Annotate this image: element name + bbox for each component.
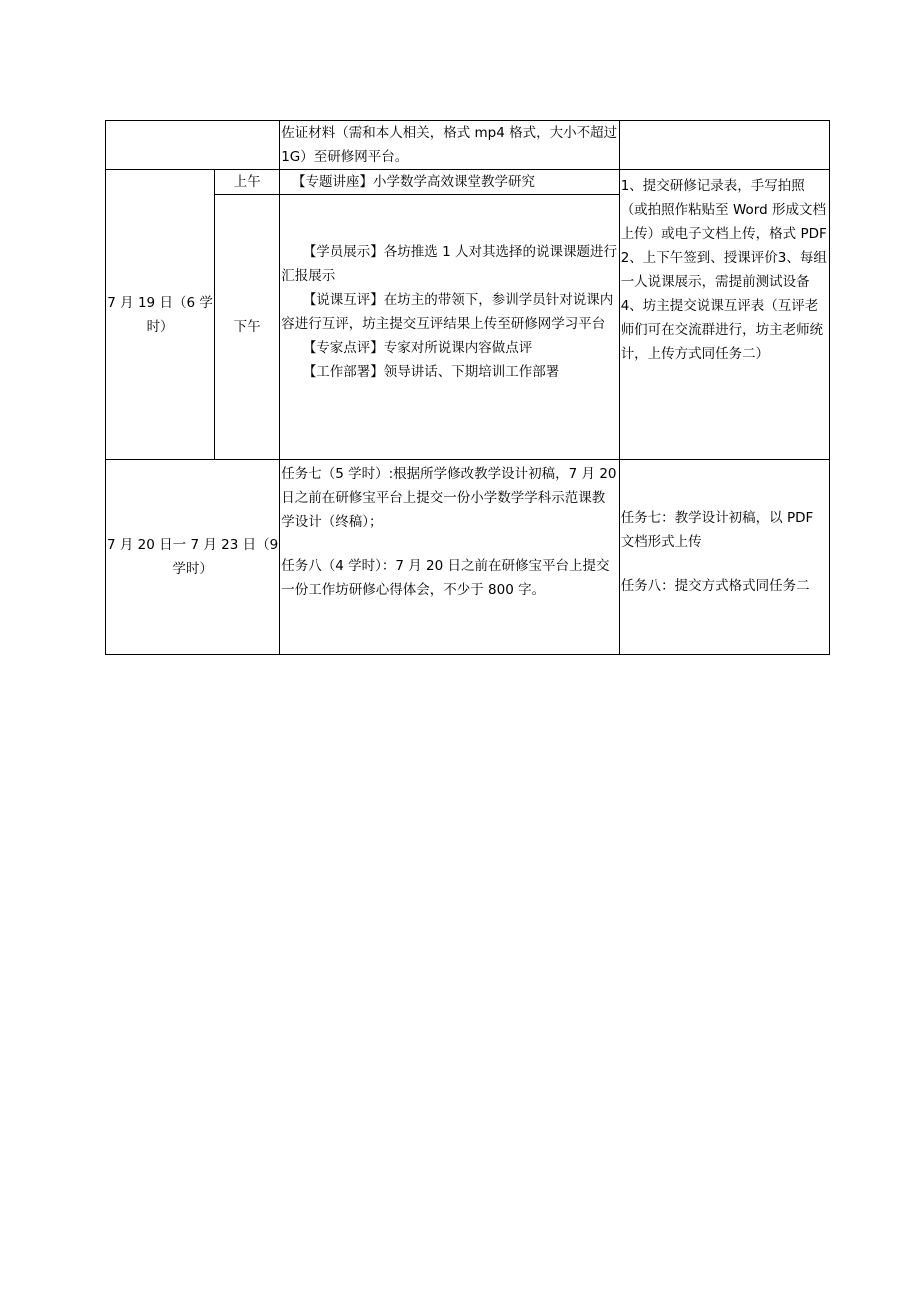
requirement-eight: 任务八：提交方式格式同任务二 — [620, 578, 810, 594]
pm-item-peer-review: 【说课互评】在坊主的带领下，参训学员针对说课内容进行互评，坊主提交互评结果上传至研修网学习平台 — [281, 292, 614, 332]
pm-item-showcase: 【学员展示】各坊推选 1 人对其选择的说课课题进行汇报展示 — [281, 244, 617, 284]
prev-content: 佐证材料（需和本人相关，格式 mp4 格式，大小不超过 1G）至研修网平台。 — [281, 125, 618, 165]
date-cell-0720 — [106, 460, 280, 655]
date-0719: 7 月 19 日（6 学时） — [107, 294, 213, 335]
pm-item-expert-review: 【专家点评】专家对所说课内容做点评 — [302, 340, 533, 356]
period-cell-am — [215, 170, 280, 195]
am-content: 【专题讲座】小学数学高效课堂教学研究 — [292, 174, 536, 190]
prev-content-cell — [280, 121, 619, 170]
table-row-prev — [106, 121, 830, 170]
schedule-table — [105, 120, 830, 655]
task-seven: 任务七（5 学时）:根据所学修改教学设计初稿，7 月 20 日之前在研修宝平台上提交一份小学数学学科示范课教学设计（终稿）； — [281, 466, 617, 530]
task-eight: 任务八（4 学时）：7 月 20 日之前在研修宝平台上提交一份工作坊研修心得体会，不少于 800 字。 — [281, 558, 610, 598]
period-am-label: 上午 — [233, 174, 261, 190]
period-pm-label: 下午 — [233, 319, 261, 335]
requirements-cell-0720 — [619, 460, 829, 655]
requirements-cell-0719 — [619, 170, 829, 460]
task-gap — [281, 534, 617, 554]
requirement-gap — [621, 554, 828, 574]
date-cell-0719 — [106, 170, 215, 460]
pm-item-work-plan: 【工作部署】领导讲话、下期培训工作部署 — [302, 364, 560, 380]
requirement-seven: 任务七：教学设计初稿，以 PDF 文档形式上传 — [620, 510, 814, 550]
prev-requirements-cell — [619, 121, 829, 170]
table-row-0719-am — [106, 170, 830, 195]
pm-content-cell — [280, 195, 619, 460]
requirements-0719: 1、提交研修记录表，手写拍照（或拍照作粘贴至 Word 形成文档上传）或电子文档上传，格式 PDF2、上下午签到、授课评价3、每组一人说课展示，需提前测试设备4、坊主提交说课互评表（互评老师们可在交流群进行，坊主老师统计，上传方式同任务二） — [620, 178, 827, 362]
am-content-cell — [280, 170, 619, 195]
prev-date-cell — [106, 121, 280, 170]
tasks-cell-0720 — [280, 460, 619, 655]
date-0720: 7 月 20 日一 7 月 23 日（9 学时） — [107, 537, 279, 577]
period-cell-pm — [215, 195, 280, 460]
table-row-0720 — [106, 460, 830, 655]
